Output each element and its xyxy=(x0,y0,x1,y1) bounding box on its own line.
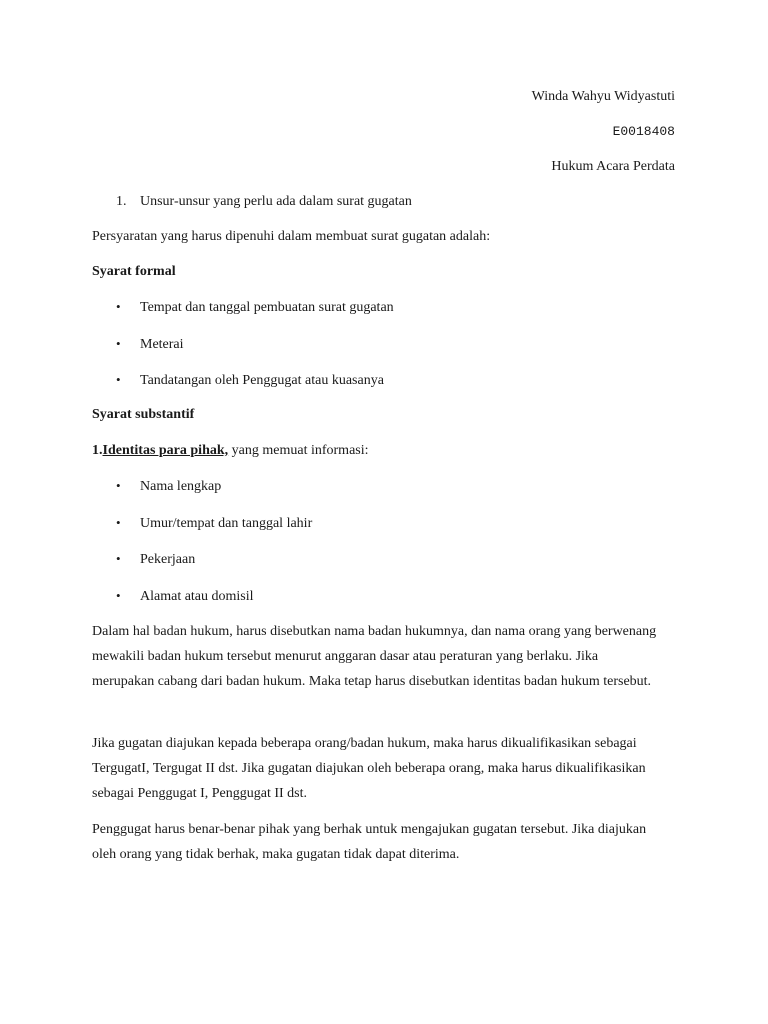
bullet-icon: • xyxy=(116,515,121,530)
list-item xyxy=(116,477,221,496)
list-item-text: Nama lengkap xyxy=(140,479,222,494)
course-name: Hukum Acara Perdata xyxy=(551,159,675,174)
list-item xyxy=(116,587,254,606)
intro-text: Persyaratan yang harus dipenuhi dalam membuat surat gugatan adalah: xyxy=(92,229,491,244)
identitas-rest: yang memuat informasi: xyxy=(228,443,369,458)
list-item-text: Tempat dan tanggal pembuatan surat gugatan xyxy=(140,300,394,315)
list-item xyxy=(116,550,195,569)
list-item-text: Tandatangan oleh Penggugat atau kuasanya xyxy=(140,373,384,388)
formal-heading: Syarat formal xyxy=(92,264,176,279)
question-text: Unsur-unsur yang perlu ada dalam surat gugatan xyxy=(140,194,412,209)
bullet-icon: • xyxy=(116,478,121,493)
paragraph-penggugat: Penggugat harus benar-benar pihak yang berhak untuk mengajukan gugatan tersebut. Jika diajukan oleh orang yang tidak berhak, maka gugatan tidak dapat diterima. xyxy=(92,822,647,862)
author-name: Winda Wahyu Widyastuti xyxy=(531,89,675,104)
bullet-icon: • xyxy=(116,551,121,566)
list-item xyxy=(116,298,394,317)
paragraph-kualifikasi: Jika gugatan diajukan kepada beberapa orang/badan hukum, maka harus dikualifikasikan sebagai TergugatI, Tergugat II dst. Jika gugatan diajukan oleh beberapa orang, maka harus dikualifikasikan sebagai Penggugat I, Penggugat II dst. xyxy=(92,736,646,801)
list-item-text: Umur/tempat dan tanggal lahir xyxy=(140,516,313,531)
list-item xyxy=(116,371,384,390)
list-item-text: Pekerjaan xyxy=(140,552,196,567)
bullet-icon: • xyxy=(116,588,121,603)
bullet-icon: • xyxy=(116,336,121,351)
bullet-icon: • xyxy=(116,372,121,387)
list-item xyxy=(116,335,184,354)
identitas-line xyxy=(92,442,369,460)
identitas-label: Identitas para pihak, xyxy=(102,443,229,458)
paragraph-badan-hukum: Dalam hal badan hukum, harus disebutkan nama badan hukumnya, dan nama orang yang berwenang mewakili badan hukum tersebut menurut anggaran dasar atau peraturan yang berlaku. Jika merupakan cabang dari badan hukum. Maka tetap harus disebutkan identitas badan hukum tersebut. xyxy=(92,624,657,689)
identitas-number: 1. xyxy=(92,443,103,458)
question-item xyxy=(116,193,412,211)
list-item-text: Alamat atau domisil xyxy=(140,589,254,604)
bullet-icon: • xyxy=(116,299,121,314)
list-item-text: Meterai xyxy=(140,337,184,352)
substantif-heading: Syarat substantif xyxy=(92,407,195,422)
question-number: 1. xyxy=(116,194,127,209)
list-item xyxy=(116,514,312,533)
student-id: E0018408 xyxy=(612,124,675,139)
